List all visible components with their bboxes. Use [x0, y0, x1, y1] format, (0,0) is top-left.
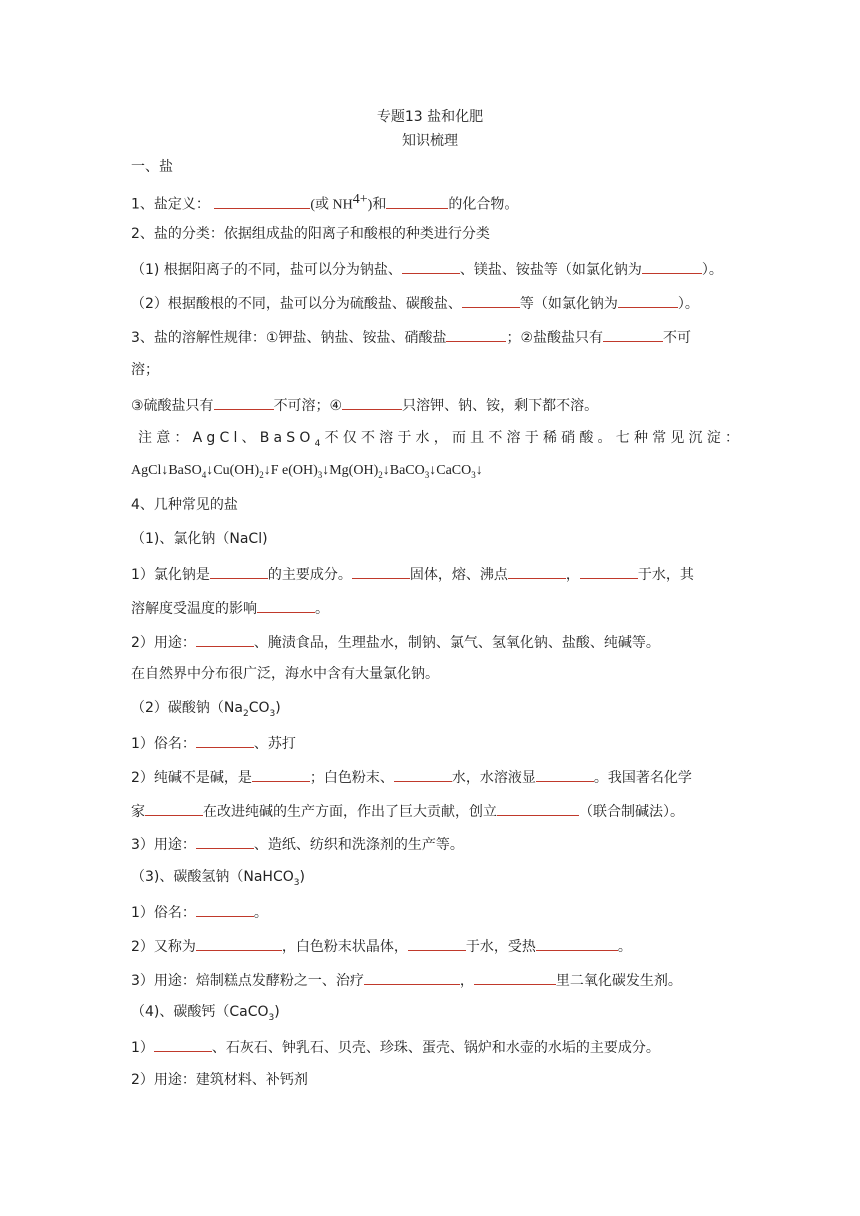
answer-blank[interactable]	[474, 969, 556, 985]
answer-blank[interactable]	[196, 732, 254, 748]
subsection-heading: （1)、氯化钠（NaCl)	[131, 531, 268, 547]
answer-blank[interactable]	[386, 193, 448, 209]
answer-blank[interactable]	[145, 800, 203, 816]
text-line: 2）又称为 ，白色粉末状晶体， 于水，受热 。	[131, 935, 731, 957]
subsection-heading: （4)、碳酸钙（CaCO$_3$)	[131, 1004, 280, 1023]
text-line: 1） 、石灰石、钟乳石、贝壳、珍珠、蛋壳、锅炉和水壶的水垢的主要成分。	[131, 1036, 731, 1058]
subsection-heading: 4、几种常见的盐	[131, 497, 238, 513]
answer-blank[interactable]	[446, 326, 506, 342]
text-line: 1）氯化钠是 的主要成分。 固体，熔、沸点 ， 于水，其	[131, 563, 731, 585]
text-line: （1) 根据阳离子的不同，盐可以分为钠盐、 、镁盐、铵盐等（如氯化钠为 ）。	[131, 258, 731, 280]
answer-blank[interactable]	[214, 193, 310, 209]
answer-blank[interactable]	[252, 766, 310, 782]
answer-blank[interactable]	[196, 631, 254, 647]
text-line: 3）用途： 、造纸、纺织和洗涤剂的生产等。	[131, 833, 731, 855]
document-subtitle: 知识梳理	[402, 133, 458, 149]
subsection-heading: （3)、碳酸氢钠（NaHCO$_3$)	[131, 869, 305, 888]
text-line: 溶解度受温度的影响 。	[131, 597, 731, 619]
text-line: 2、盐的分类：依据组成盐的阳离子和酸根的种类进行分类	[131, 226, 490, 242]
text-line: 在自然界中分布很广泛，海水中含有大量氯化钠。	[131, 666, 439, 682]
document-title: 专题13 盐和化肥	[376, 109, 484, 125]
answer-blank[interactable]	[408, 935, 466, 951]
answer-blank[interactable]	[536, 935, 618, 951]
answer-blank[interactable]	[642, 258, 702, 274]
text-line: （2）根据酸根的不同，盐可以分为硫酸盐、碳酸盐、 等（如氯化钠为 ）。	[131, 292, 731, 314]
text-line: 3）用途：焙制糕点发酵粉之一、治疗 ， 里二氧化碳发生剂。	[131, 969, 731, 991]
text-line: 1）俗名： 、苏打	[131, 732, 731, 754]
answer-blank[interactable]	[196, 935, 282, 951]
answer-blank[interactable]	[154, 1036, 212, 1052]
text-line: 2）用途：建筑材料、补钙剂	[131, 1072, 308, 1088]
text-line: 3、盐的溶解性规律：①钾盐、钠盐、铵盐、硝酸盐 ；②盐酸盐只有 不可	[131, 326, 731, 348]
text-line: 2）纯碱不是碱，是 ；白色粉末、 水，水溶液显 。我国著名化学	[131, 766, 731, 788]
section-heading-salt: 一、盐	[131, 159, 173, 175]
answer-blank[interactable]	[402, 258, 460, 274]
answer-blank[interactable]	[196, 833, 254, 849]
answer-blank[interactable]	[580, 563, 638, 579]
answer-blank[interactable]	[257, 597, 315, 613]
answer-blank[interactable]	[508, 563, 566, 579]
answer-blank[interactable]	[394, 766, 452, 782]
answer-blank[interactable]	[342, 394, 402, 410]
answer-blank[interactable]	[536, 766, 594, 782]
answer-blank[interactable]	[364, 969, 460, 985]
text-line: 1）俗名： 。	[131, 901, 731, 923]
answer-blank[interactable]	[618, 292, 678, 308]
text-line: 2）用途： 、腌渍食品，生理盐水，制钠、氯气、氢氧化钠、盐酸、纯碱等。	[131, 631, 731, 653]
text-line: ③硫酸盐只有 不可溶；④ 只溶钾、钠、铵，剩下都不溶。	[131, 394, 731, 416]
text-line: 溶；	[131, 362, 159, 378]
answer-blank[interactable]	[210, 563, 268, 579]
text-line: 1、盐定义： (或 $NH^{4+}$)和 的化合物。	[131, 192, 519, 213]
answer-blank[interactable]	[214, 394, 274, 410]
precipitate-list: $AgCl↓BaSO_4↓Cu(OH)_2↓F$ $e(OH)_3↓Mg(OH)_2↓BaCO_3↓CaCO_3↓$	[131, 463, 483, 480]
answer-blank[interactable]	[497, 800, 579, 816]
text-line: 注意：AgCl、BaSO$_4$不仅不溶于水，而且不溶于稀硝酸。七种常见沉淀：	[138, 430, 744, 449]
answer-blank[interactable]	[603, 326, 663, 342]
text-line: 家 在改进纯碱的生产方面，作出了巨大贡献，创立 （联合制碱法）。	[131, 800, 731, 822]
answer-blank[interactable]	[196, 901, 254, 917]
answer-blank[interactable]	[352, 563, 410, 579]
subsection-heading: （2）碳酸钠$(Na_2CO_3)$	[131, 700, 281, 719]
answer-blank[interactable]	[462, 292, 520, 308]
